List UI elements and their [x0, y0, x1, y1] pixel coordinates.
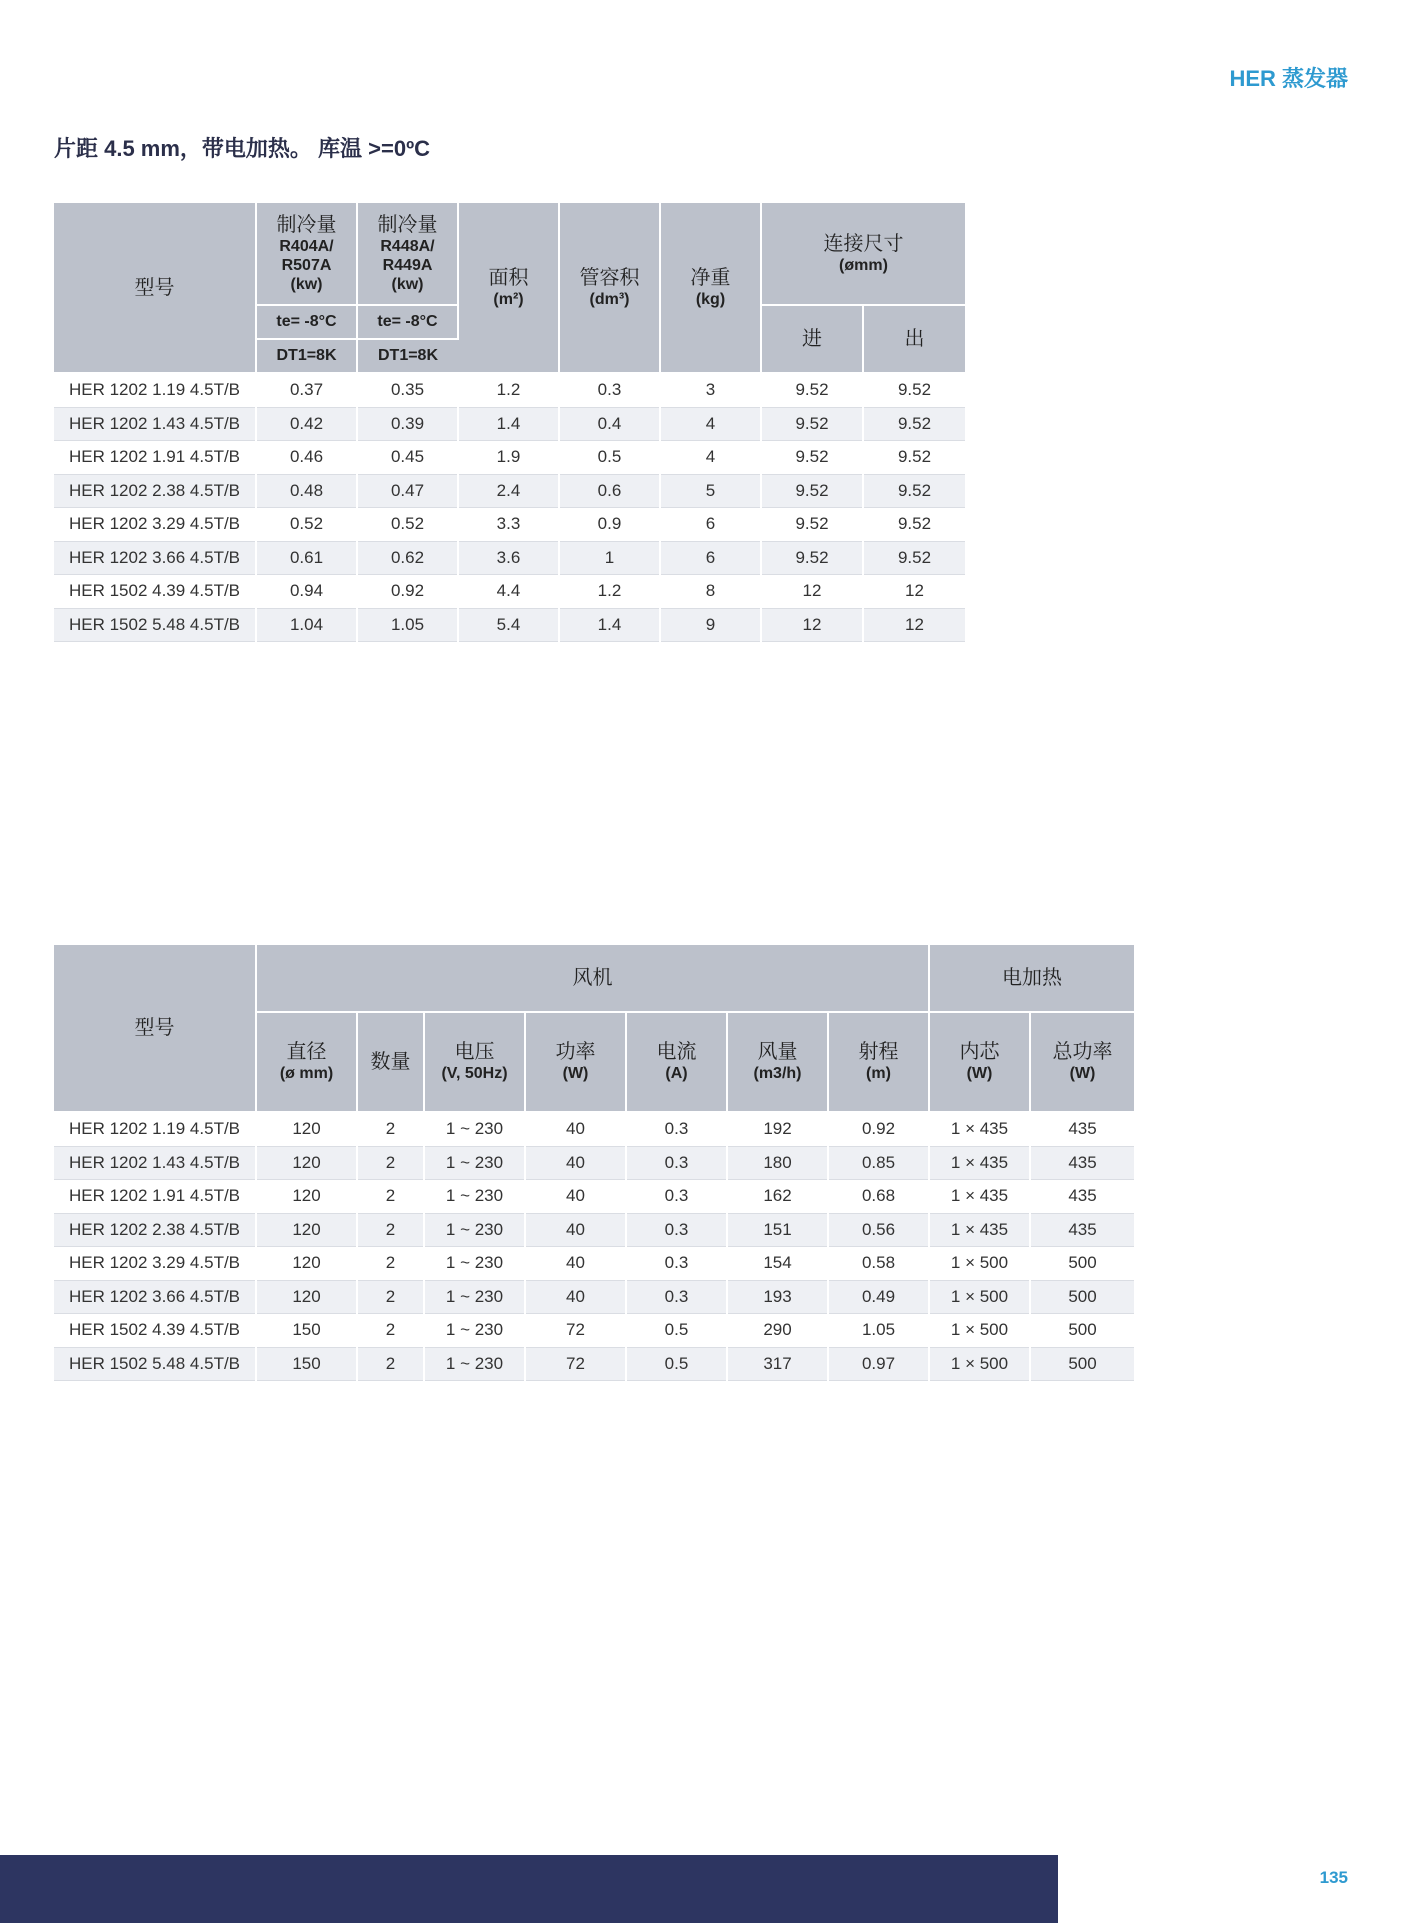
cell-quantity: 2 [357, 1347, 424, 1381]
header-capacity-r448a-title: 制冷量 [377, 213, 438, 236]
cell-connection-out: 12 [863, 575, 965, 609]
cell-model: HER 1202 3.66 4.5T/B [54, 1280, 256, 1314]
cell-throw: 0.58 [828, 1247, 929, 1281]
cell-power: 72 [525, 1314, 626, 1348]
cell-diameter: 120 [256, 1146, 357, 1180]
header-area-label: 面积 [488, 266, 529, 289]
cell-capacity-r404a: 0.94 [256, 575, 357, 609]
cell-core: 1 × 500 [929, 1314, 1030, 1348]
cell-capacity-r448a: 0.45 [357, 441, 458, 475]
cell-current: 0.3 [626, 1247, 727, 1281]
cell-model: HER 1202 1.91 4.5T/B [54, 441, 256, 475]
cell-connection-out: 9.52 [863, 441, 965, 475]
table-row [54, 541, 965, 575]
header-throw-label: 射程 [858, 1041, 899, 1064]
cell-model: HER 1502 4.39 4.5T/B [54, 575, 256, 609]
cell-connection-in: 9.52 [761, 541, 863, 575]
cell-area: 1.2 [458, 373, 559, 407]
cell-airflow: 193 [727, 1280, 828, 1314]
cell-connection-in: 12 [761, 575, 863, 609]
cell-diameter: 150 [256, 1347, 357, 1381]
cell-capacity-r448a: 0.52 [357, 508, 458, 542]
cell-model: HER 1202 1.19 4.5T/B [54, 1112, 256, 1146]
table-row [54, 608, 965, 642]
header-current-unit: (A) [665, 1065, 688, 1083]
cell-net-weight: 5 [660, 474, 761, 508]
cell-net-weight: 4 [660, 441, 761, 475]
header-voltage-label: 电压 [454, 1041, 495, 1064]
cell-total-power: 435 [1030, 1112, 1134, 1146]
cell-connection-in: 9.52 [761, 441, 863, 475]
cell-total-power: 500 [1030, 1347, 1134, 1381]
cell-net-weight: 6 [660, 541, 761, 575]
cell-power: 40 [525, 1146, 626, 1180]
cell-voltage: 1 ~ 230 [424, 1180, 525, 1214]
cell-diameter: 120 [256, 1112, 357, 1146]
header-connection-unit: (ømm) [839, 256, 888, 274]
cell-model: HER 1502 4.39 4.5T/B [54, 1314, 256, 1348]
cell-capacity-r448a: 1.05 [357, 608, 458, 642]
cell-core: 1 × 435 [929, 1112, 1030, 1146]
cell-power: 40 [525, 1213, 626, 1247]
cell-core: 1 × 500 [929, 1347, 1030, 1381]
table-row [54, 441, 965, 475]
cell-area: 1.9 [458, 441, 559, 475]
table-row [54, 575, 965, 609]
cell-throw: 0.85 [828, 1146, 929, 1180]
cell-airflow: 290 [727, 1314, 828, 1348]
cell-connection-out: 9.52 [863, 474, 965, 508]
cell-voltage: 1 ~ 230 [424, 1247, 525, 1281]
cell-connection-in: 9.52 [761, 407, 863, 441]
cell-power: 40 [525, 1180, 626, 1214]
header-connection [761, 203, 965, 305]
page-number: 135 [1319, 1868, 1348, 1887]
cell-model: HER 1202 1.91 4.5T/B [54, 1180, 256, 1214]
cell-capacity-r404a: 0.52 [256, 508, 357, 542]
cell-capacity-r404a: 0.48 [256, 474, 357, 508]
cell-voltage: 1 ~ 230 [424, 1213, 525, 1247]
cell-area: 2.4 [458, 474, 559, 508]
header-capacity-r404a-refrigerant: R404A/ R507A [279, 237, 334, 274]
table-row [54, 373, 965, 407]
cell-core: 1 × 500 [929, 1280, 1030, 1314]
header-fan-group: 风机 [256, 945, 929, 1012]
cell-throw: 0.97 [828, 1347, 929, 1381]
header-model [54, 203, 256, 373]
table-row [54, 1314, 1134, 1348]
header-tube-volume-unit: (dm³) [589, 290, 630, 308]
cell-power: 72 [525, 1347, 626, 1381]
cell-current: 0.3 [626, 1213, 727, 1247]
cell-tube-volume: 0.6 [559, 474, 660, 508]
header-connection-in: 进 [761, 305, 863, 373]
cell-connection-in: 9.52 [761, 373, 863, 407]
cell-voltage: 1 ~ 230 [424, 1314, 525, 1348]
cell-capacity-r448a: 0.39 [357, 407, 458, 441]
cell-capacity-r448a: 0.62 [357, 541, 458, 575]
cell-total-power: 435 [1030, 1213, 1134, 1247]
cell-area: 1.4 [458, 407, 559, 441]
header-quantity: 数量 [357, 1012, 424, 1112]
cell-diameter: 150 [256, 1314, 357, 1348]
cell-area: 3.6 [458, 541, 559, 575]
cell-model: HER 1202 3.29 4.5T/B [54, 1247, 256, 1281]
header-te-2: te= -8°C [357, 305, 458, 339]
header-diameter [256, 1012, 357, 1112]
cell-capacity-r404a: 0.46 [256, 441, 357, 475]
header-dt-1: DT1=8K [256, 339, 357, 373]
cell-area: 3.3 [458, 508, 559, 542]
cell-power: 40 [525, 1280, 626, 1314]
header-total-power [1030, 1012, 1134, 1112]
cell-voltage: 1 ~ 230 [424, 1112, 525, 1146]
header-current [626, 1012, 727, 1112]
cell-model: HER 1202 3.66 4.5T/B [54, 541, 256, 575]
fan-heater-table [54, 945, 1134, 1381]
cell-net-weight: 4 [660, 407, 761, 441]
table-row [54, 474, 965, 508]
cell-quantity: 2 [357, 1146, 424, 1180]
header-core-label: 内芯 [959, 1041, 1000, 1064]
header-net-weight-unit: (kg) [695, 290, 726, 308]
cell-capacity-r448a: 0.35 [357, 373, 458, 407]
cell-tube-volume: 0.5 [559, 441, 660, 475]
cell-diameter: 120 [256, 1213, 357, 1247]
table-row [54, 1247, 1134, 1281]
header-throw-unit: (m) [866, 1065, 891, 1083]
cell-model: HER 1202 2.38 4.5T/B [54, 1213, 256, 1247]
header-total-power-label: 总功率 [1052, 1041, 1113, 1064]
cell-airflow: 154 [727, 1247, 828, 1281]
header-area-unit: (m²) [493, 290, 524, 308]
cell-connection-out: 9.52 [863, 373, 965, 407]
header-connection-label: 连接尺寸 [823, 232, 904, 255]
cell-airflow: 162 [727, 1180, 828, 1214]
cell-core: 1 × 435 [929, 1180, 1030, 1214]
header-core-unit: (W) [966, 1065, 993, 1083]
cell-tube-volume: 0.4 [559, 407, 660, 441]
cell-power: 40 [525, 1112, 626, 1146]
cell-diameter: 120 [256, 1180, 357, 1214]
header-voltage [424, 1012, 525, 1112]
cell-connection-out: 9.52 [863, 508, 965, 542]
cell-area: 4.4 [458, 575, 559, 609]
cell-total-power: 500 [1030, 1280, 1134, 1314]
cell-connection-out: 9.52 [863, 407, 965, 441]
cell-capacity-r404a: 0.37 [256, 373, 357, 407]
cell-airflow: 180 [727, 1146, 828, 1180]
cell-current: 0.3 [626, 1112, 727, 1146]
cell-tube-volume: 1 [559, 541, 660, 575]
cell-total-power: 435 [1030, 1180, 1134, 1214]
cell-total-power: 435 [1030, 1146, 1134, 1180]
cell-model: HER 1202 2.38 4.5T/B [54, 474, 256, 508]
header-capacity-r404a-unit: (kw) [290, 276, 323, 294]
cell-current: 0.5 [626, 1314, 727, 1348]
header-power-unit: (W) [562, 1065, 589, 1083]
cell-connection-out: 12 [863, 608, 965, 642]
cell-throw: 0.56 [828, 1213, 929, 1247]
table-row [54, 1112, 1134, 1146]
table-row [54, 1280, 1134, 1314]
table-row [54, 1347, 1134, 1381]
cell-tube-volume: 0.9 [559, 508, 660, 542]
cell-tube-volume: 0.3 [559, 373, 660, 407]
header-area [458, 203, 559, 373]
cell-voltage: 1 ~ 230 [424, 1146, 525, 1180]
table-row [54, 1180, 1134, 1214]
cell-connection-in: 9.52 [761, 474, 863, 508]
cell-core: 1 × 435 [929, 1146, 1030, 1180]
cell-capacity-r404a: 0.61 [256, 541, 357, 575]
cell-airflow: 151 [727, 1213, 828, 1247]
cell-net-weight: 6 [660, 508, 761, 542]
table-row [54, 1213, 1134, 1247]
cell-throw: 0.68 [828, 1180, 929, 1214]
header-diameter-unit: (ø mm) [279, 1065, 334, 1083]
cell-airflow: 317 [727, 1347, 828, 1381]
cell-throw: 0.49 [828, 1280, 929, 1314]
header-airflow-unit: (m3/h) [753, 1065, 802, 1083]
cell-current: 0.3 [626, 1180, 727, 1214]
header-te-1: te= -8°C [256, 305, 357, 339]
cell-quantity: 2 [357, 1280, 424, 1314]
table-row [54, 1146, 1134, 1180]
cell-connection-in: 9.52 [761, 508, 863, 542]
table-row [54, 508, 965, 542]
header-core [929, 1012, 1030, 1112]
cell-connection-in: 12 [761, 608, 863, 642]
cell-net-weight: 9 [660, 608, 761, 642]
cell-connection-out: 9.52 [863, 541, 965, 575]
cell-throw: 1.05 [828, 1314, 929, 1348]
cell-area: 5.4 [458, 608, 559, 642]
cell-airflow: 192 [727, 1112, 828, 1146]
cell-net-weight: 3 [660, 373, 761, 407]
header-model-label: 型号 [134, 276, 175, 299]
header-current-label: 电流 [656, 1041, 697, 1064]
header-net-weight [660, 203, 761, 373]
page-header-title: HER 蒸发器 [1229, 66, 1348, 91]
table-row [54, 407, 965, 441]
cell-total-power: 500 [1030, 1314, 1134, 1348]
cell-voltage: 1 ~ 230 [424, 1280, 525, 1314]
cell-core: 1 × 500 [929, 1247, 1030, 1281]
header-power-label: 功率 [555, 1041, 596, 1064]
header-net-weight-label: 净重 [690, 266, 731, 289]
cell-model: HER 1502 5.48 4.5T/B [54, 608, 256, 642]
header-heater-group: 电加热 [929, 945, 1134, 1012]
cell-power: 40 [525, 1247, 626, 1281]
cell-tube-volume: 1.4 [559, 608, 660, 642]
cell-net-weight: 8 [660, 575, 761, 609]
header-airflow [727, 1012, 828, 1112]
cell-total-power: 500 [1030, 1247, 1134, 1281]
cell-quantity: 2 [357, 1112, 424, 1146]
header-tube-volume-label: 管容积 [579, 266, 640, 289]
cell-quantity: 2 [357, 1213, 424, 1247]
cell-current: 0.3 [626, 1280, 727, 1314]
cell-quantity: 2 [357, 1314, 424, 1348]
performance-table [54, 203, 965, 642]
cell-capacity-r448a: 0.92 [357, 575, 458, 609]
cell-core: 1 × 435 [929, 1213, 1030, 1247]
header-airflow-label: 风量 [757, 1041, 798, 1064]
header-total-power-unit: (W) [1069, 1065, 1096, 1083]
cell-tube-volume: 1.2 [559, 575, 660, 609]
header-capacity-r404a [256, 203, 357, 305]
header-diameter-label: 直径 [286, 1041, 327, 1064]
cell-model: HER 1202 3.29 4.5T/B [54, 508, 256, 542]
header-capacity-r404a-title: 制冷量 [276, 213, 337, 236]
header-power [525, 1012, 626, 1112]
cell-capacity-r404a: 1.04 [256, 608, 357, 642]
cell-voltage: 1 ~ 230 [424, 1347, 525, 1381]
header-dt-2: DT1=8K [357, 339, 458, 373]
cell-diameter: 120 [256, 1280, 357, 1314]
cell-model: HER 1202 1.43 4.5T/B [54, 407, 256, 441]
header-connection-out: 出 [863, 305, 965, 373]
header-capacity-r448a-unit: (kw) [391, 276, 424, 294]
cell-diameter: 120 [256, 1247, 357, 1281]
footer-bar [0, 1855, 1058, 1923]
header-capacity-r448a-refrigerant: R448A/ R449A [380, 237, 435, 274]
header-tube-volume [559, 203, 660, 373]
cell-model: HER 1202 1.19 4.5T/B [54, 373, 256, 407]
cell-model: HER 1202 1.43 4.5T/B [54, 1146, 256, 1180]
section-title: 片距 4.5 mm，带电加热。 库温 >=0ºC [54, 136, 431, 161]
cell-quantity: 2 [357, 1180, 424, 1214]
header-model-label: 型号 [134, 1017, 175, 1039]
cell-current: 0.3 [626, 1146, 727, 1180]
cell-capacity-r448a: 0.47 [357, 474, 458, 508]
header-model [54, 945, 256, 1112]
header-capacity-r448a [357, 203, 458, 305]
cell-throw: 0.92 [828, 1112, 929, 1146]
cell-quantity: 2 [357, 1247, 424, 1281]
header-voltage-unit: (V, 50Hz) [441, 1065, 508, 1083]
header-throw [828, 1012, 929, 1112]
cell-capacity-r404a: 0.42 [256, 407, 357, 441]
cell-current: 0.5 [626, 1347, 727, 1381]
cell-model: HER 1502 5.48 4.5T/B [54, 1347, 256, 1381]
